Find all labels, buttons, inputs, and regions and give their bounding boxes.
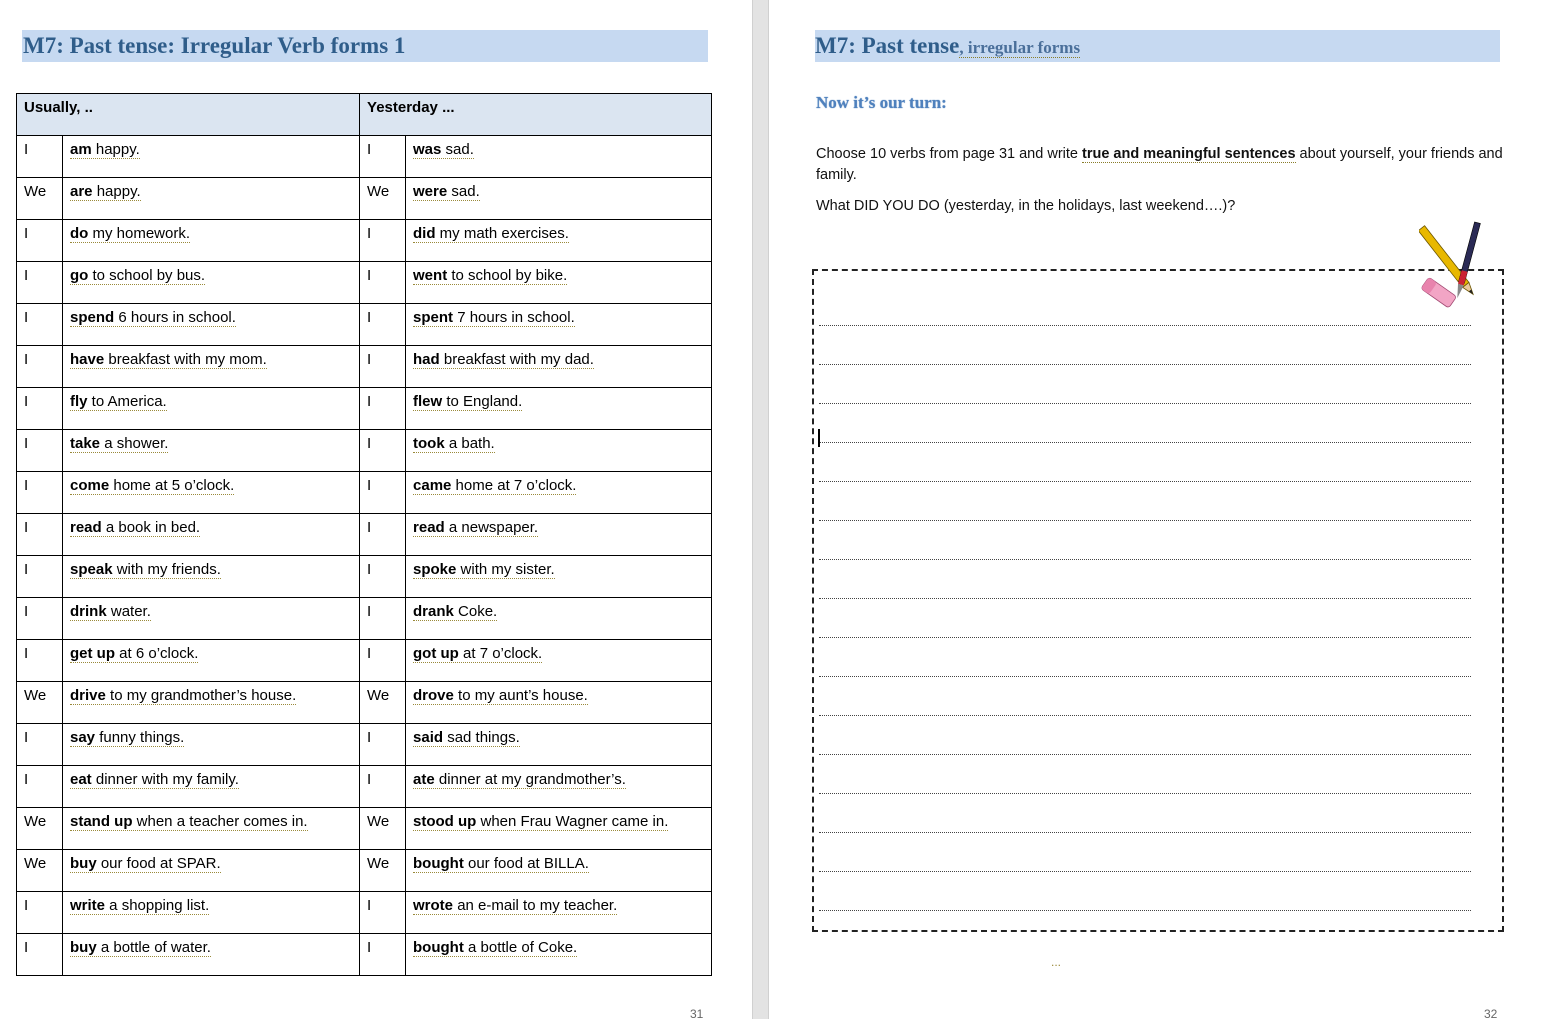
verb-form: stand up — [70, 813, 133, 830]
verb-form: took — [413, 435, 445, 452]
sentence-usually — [63, 850, 360, 892]
sentence-text — [70, 561, 221, 579]
sentence-text — [413, 351, 594, 369]
pronoun-usually: We — [17, 808, 63, 850]
sentence-yesterday — [406, 430, 712, 472]
verb-form: bought — [413, 939, 464, 956]
page-gutter — [752, 0, 769, 1019]
sentence-text — [70, 939, 211, 957]
page-number: 31 — [690, 1007, 704, 1019]
page-number-right: 32 — [1484, 1007, 1498, 1019]
sentence-yesterday — [406, 766, 712, 808]
pronoun-yesterday: I — [360, 556, 406, 598]
sentence-yesterday — [406, 346, 712, 388]
table-row — [17, 934, 712, 976]
sentence-rest: dinner with my family. — [91, 771, 239, 788]
sentence-usually — [63, 472, 360, 514]
sentence-rest: dinner at my grandmother’s. — [434, 771, 626, 788]
verb-table — [16, 93, 712, 976]
verb-form: was — [413, 141, 442, 158]
verb-form: were — [413, 183, 448, 200]
verb-form: read — [413, 519, 445, 536]
pronoun-usually: I — [17, 514, 63, 556]
sentence-text — [413, 225, 569, 243]
sentence-text — [70, 729, 184, 747]
pronoun-yesterday: I — [360, 598, 406, 640]
writing-line[interactable] — [819, 715, 1471, 716]
sentence-text — [413, 687, 588, 705]
title-main: M7: Past tense — [815, 33, 960, 58]
sentence-rest: a newspaper. — [444, 519, 539, 536]
pronoun-usually: I — [17, 598, 63, 640]
sentence-rest: funny things. — [95, 729, 185, 746]
sentence-rest: when Frau Wagner came in. — [476, 813, 669, 830]
sentence-yesterday — [406, 472, 712, 514]
sentence-text — [70, 267, 205, 285]
pronoun-yesterday: We — [360, 682, 406, 724]
pronoun-usually: I — [17, 430, 63, 472]
sentence-yesterday — [406, 808, 712, 850]
sentence-yesterday — [406, 598, 712, 640]
pronoun-usually: I — [17, 766, 63, 808]
verb-form: ate — [413, 771, 435, 788]
instruction-bold: true and meaningful sentences — [1081, 146, 1296, 162]
sentence-rest: sad. — [447, 183, 480, 200]
sentence-rest: to America. — [87, 393, 167, 410]
verb-form: got up — [413, 645, 459, 662]
writing-line[interactable] — [819, 325, 1471, 326]
table-row — [17, 766, 712, 808]
pronoun-yesterday: I — [360, 262, 406, 304]
verb-form: wrote — [413, 897, 454, 914]
table-header-row — [17, 94, 712, 136]
writing-line[interactable] — [819, 598, 1471, 599]
writing-line[interactable] — [819, 832, 1471, 833]
table-row — [17, 724, 712, 766]
sentence-usually — [63, 388, 360, 430]
sentence-text — [413, 939, 577, 957]
sentence-rest: sad things. — [443, 729, 520, 746]
sentence-usually — [63, 766, 360, 808]
pronoun-usually: I — [17, 388, 63, 430]
verb-form: buy — [70, 855, 97, 872]
writing-box[interactable] — [812, 269, 1504, 932]
sentence-yesterday — [406, 262, 712, 304]
verb-form: bought — [413, 855, 464, 872]
sentence-usually — [63, 682, 360, 724]
pronoun-usually: We — [17, 850, 63, 892]
writing-line[interactable] — [819, 364, 1471, 365]
writing-line[interactable] — [819, 676, 1471, 677]
sentence-rest: to school by bike. — [447, 267, 568, 284]
sentence-rest: a bottle of water. — [96, 939, 211, 956]
sentence-text — [70, 477, 234, 495]
pronoun-yesterday: I — [360, 892, 406, 934]
sentence-text — [70, 225, 190, 243]
pronoun-usually: We — [17, 682, 63, 724]
sentence-rest: a bottle of Coke. — [463, 939, 578, 956]
instruction-text — [816, 144, 1506, 186]
pronoun-yesterday: I — [360, 724, 406, 766]
table-row — [17, 472, 712, 514]
verb-form: spent — [413, 309, 454, 326]
verb-form: came — [413, 477, 452, 494]
verb-form: go — [70, 267, 89, 284]
writing-line[interactable] — [819, 442, 1471, 443]
sentence-rest: happy. — [92, 183, 141, 200]
sentence-text — [70, 603, 151, 621]
sentence-usually — [63, 136, 360, 178]
sentence-text — [413, 267, 567, 285]
verb-form: are — [70, 183, 93, 200]
verb-form: buy — [70, 939, 97, 956]
sentence-yesterday — [406, 178, 712, 220]
writing-line[interactable] — [819, 403, 1471, 404]
verb-form: say — [70, 729, 96, 746]
sentence-yesterday — [406, 892, 712, 934]
verb-form: do — [70, 225, 89, 242]
sentence-usually — [63, 934, 360, 976]
sentence-yesterday — [406, 220, 712, 262]
sentence-usually — [63, 304, 360, 346]
verb-form: did — [413, 225, 436, 242]
sentence-yesterday — [406, 304, 712, 346]
sentence-usually — [63, 808, 360, 850]
sentence-text — [70, 645, 198, 663]
pronoun-yesterday: I — [360, 430, 406, 472]
sentence-rest: water. — [106, 603, 151, 620]
verb-form: speak — [70, 561, 113, 578]
sentence-text — [413, 309, 575, 327]
sentence-rest: at 6 o’clock. — [115, 645, 199, 662]
pronoun-usually: I — [17, 220, 63, 262]
verb-form: have — [70, 351, 105, 368]
sentence-yesterday — [406, 388, 712, 430]
pronoun-yesterday: I — [360, 388, 406, 430]
sentence-yesterday — [406, 556, 712, 598]
pronoun-yesterday: I — [360, 514, 406, 556]
sentence-rest: 6 hours in school. — [114, 309, 236, 326]
instruction-pre: Choose 10 verbs from page 31 and write — [816, 146, 1082, 162]
pencil-eraser-icon — [1419, 216, 1483, 316]
table-row — [17, 556, 712, 598]
pronoun-usually: I — [17, 724, 63, 766]
trailing-mark: ... — [1051, 955, 1062, 969]
sentence-text — [413, 141, 474, 159]
table-row — [17, 136, 712, 178]
pronoun-usually: I — [17, 304, 63, 346]
page-32 — [769, 0, 1548, 1019]
sentence-rest: sad. — [441, 141, 474, 158]
sentence-yesterday — [406, 640, 712, 682]
verb-form: come — [70, 477, 110, 494]
question-text: What DID YOU DO (yesterday, in the holidays, last weekend….)? — [816, 198, 1236, 214]
verb-form: drive — [70, 687, 106, 704]
sentence-text — [70, 687, 296, 705]
sentence-text — [413, 561, 555, 579]
pronoun-yesterday: I — [360, 220, 406, 262]
sentence-rest: an e-mail to my teacher. — [453, 897, 618, 914]
title-suffix: , irregular forms — [959, 38, 1081, 57]
sentence-text — [413, 855, 589, 873]
sentence-text — [413, 477, 576, 495]
table-row — [17, 892, 712, 934]
sentence-text — [70, 435, 168, 453]
sentence-text — [413, 897, 617, 915]
sentence-text — [70, 855, 221, 873]
sentence-rest: Coke. — [453, 603, 498, 620]
sentence-rest: when a teacher comes in. — [132, 813, 308, 830]
sentence-usually — [63, 262, 360, 304]
pronoun-usually: We — [17, 178, 63, 220]
table-row — [17, 808, 712, 850]
verb-form: went — [413, 267, 448, 284]
verb-form: stood up — [413, 813, 477, 830]
table-row — [17, 430, 712, 472]
page-31 — [0, 0, 752, 1019]
writing-line[interactable] — [819, 637, 1471, 638]
pronoun-usually: I — [17, 640, 63, 682]
sentence-text — [70, 813, 308, 831]
sentence-usually — [63, 346, 360, 388]
verb-form: get up — [70, 645, 115, 662]
sentence-text — [70, 897, 209, 915]
pronoun-yesterday: I — [360, 766, 406, 808]
table-row — [17, 514, 712, 556]
sentence-rest: happy. — [91, 141, 140, 158]
sentence-rest: our food at BILLA. — [463, 855, 589, 872]
table-row — [17, 850, 712, 892]
verb-rows — [17, 136, 712, 976]
sentence-rest: with my sister. — [456, 561, 555, 578]
sentence-yesterday — [406, 724, 712, 766]
sentence-usually — [63, 178, 360, 220]
writing-line[interactable] — [819, 910, 1471, 911]
pronoun-usually: I — [17, 262, 63, 304]
table-row — [17, 220, 712, 262]
sentence-usually — [63, 598, 360, 640]
sentence-text — [70, 519, 200, 537]
verb-form: drove — [413, 687, 454, 704]
sentence-text — [413, 435, 495, 453]
sentence-rest: a book in bed. — [101, 519, 201, 536]
verb-form: eat — [70, 771, 92, 788]
sentence-usually — [63, 220, 360, 262]
verb-form: flew — [413, 393, 443, 410]
pronoun-yesterday: I — [360, 934, 406, 976]
sentence-text — [413, 519, 538, 537]
pronoun-yesterday: I — [360, 346, 406, 388]
verb-form: take — [70, 435, 101, 452]
sentence-rest: breakfast with my mom. — [104, 351, 267, 368]
sentence-text — [70, 141, 140, 159]
sentence-text — [70, 351, 267, 369]
pronoun-yesterday: We — [360, 850, 406, 892]
sentence-text — [70, 771, 239, 789]
pronoun-usually: I — [17, 934, 63, 976]
sentence-rest: to school by bus. — [88, 267, 206, 284]
sentence-yesterday — [406, 682, 712, 724]
sentence-yesterday — [406, 136, 712, 178]
pronoun-usually: I — [17, 136, 63, 178]
sentence-text — [70, 309, 236, 327]
sentence-text — [70, 393, 167, 411]
pronoun-yesterday: I — [360, 304, 406, 346]
subheading: Now it’s our turn: — [816, 93, 947, 112]
table-row — [17, 346, 712, 388]
sentence-rest: with my friends. — [112, 561, 221, 578]
sentence-usually — [63, 640, 360, 682]
text-cursor — [818, 429, 820, 447]
verb-form: fly — [70, 393, 88, 410]
sentence-rest: to England. — [442, 393, 523, 410]
sentence-text — [413, 183, 480, 201]
sentence-rest: home at 5 o’clock. — [109, 477, 235, 494]
writing-line[interactable] — [819, 754, 1471, 755]
table-row — [17, 640, 712, 682]
pronoun-yesterday: We — [360, 808, 406, 850]
page-title: M7: Past tense: Irregular Verb forms 1 — [22, 30, 708, 62]
sentence-text — [413, 645, 542, 663]
table-row — [17, 388, 712, 430]
table-row — [17, 598, 712, 640]
sentence-text — [413, 603, 497, 621]
verb-form: write — [70, 897, 106, 914]
verb-form: spend — [70, 309, 115, 326]
header-usually: Usually, .. — [17, 94, 360, 136]
sentence-rest: my math exercises. — [435, 225, 569, 242]
sentence-rest: a shower. — [100, 435, 169, 452]
sentence-yesterday — [406, 934, 712, 976]
page-title-right — [815, 30, 1500, 62]
sentence-rest: a bath. — [444, 435, 495, 452]
sentence-text — [413, 729, 520, 747]
sentence-text — [413, 393, 522, 411]
sentence-usually — [63, 430, 360, 472]
instruction-post: about yourself, your friends and family. — [816, 146, 1503, 183]
writing-line[interactable] — [819, 520, 1471, 521]
sentence-rest: to my aunt’s house. — [453, 687, 588, 704]
verb-form: drank — [413, 603, 454, 620]
sentence-rest: our food at SPAR. — [96, 855, 221, 872]
sentence-rest: home at 7 o’clock. — [451, 477, 577, 494]
sentence-rest: to my grandmother’s house. — [105, 687, 297, 704]
sentence-usually — [63, 892, 360, 934]
header-yesterday: Yesterday ... — [360, 94, 712, 136]
sentence-rest: 7 hours in school. — [453, 309, 575, 326]
sentence-yesterday — [406, 850, 712, 892]
pronoun-usually: I — [17, 892, 63, 934]
writing-line[interactable] — [819, 481, 1471, 482]
sentence-text — [70, 183, 141, 201]
verb-form: had — [413, 351, 440, 368]
pronoun-yesterday: We — [360, 178, 406, 220]
verb-form: drink — [70, 603, 107, 620]
writing-line[interactable] — [819, 793, 1471, 794]
table-row — [17, 178, 712, 220]
pronoun-yesterday: I — [360, 472, 406, 514]
pronoun-usually: I — [17, 472, 63, 514]
writing-line[interactable] — [819, 871, 1471, 872]
verb-form: said — [413, 729, 444, 746]
verb-form: spoke — [413, 561, 457, 578]
table-row — [17, 682, 712, 724]
pronoun-yesterday: I — [360, 640, 406, 682]
table-row — [17, 262, 712, 304]
sentence-rest: at 7 o’clock. — [458, 645, 543, 662]
verb-form: read — [70, 519, 102, 536]
sentence-text — [413, 813, 668, 831]
pronoun-yesterday: I — [360, 136, 406, 178]
sentence-rest: a shopping list. — [105, 897, 210, 914]
sentence-usually — [63, 556, 360, 598]
writing-line[interactable] — [819, 559, 1471, 560]
verb-form: am — [70, 141, 92, 158]
sentence-text — [413, 771, 626, 789]
table-row — [17, 304, 712, 346]
sentence-usually — [63, 724, 360, 766]
pronoun-usually: I — [17, 556, 63, 598]
sentence-yesterday — [406, 514, 712, 556]
sentence-rest: my homework. — [88, 225, 191, 242]
pronoun-usually: I — [17, 346, 63, 388]
sentence-rest: breakfast with my dad. — [439, 351, 594, 368]
sentence-usually — [63, 514, 360, 556]
